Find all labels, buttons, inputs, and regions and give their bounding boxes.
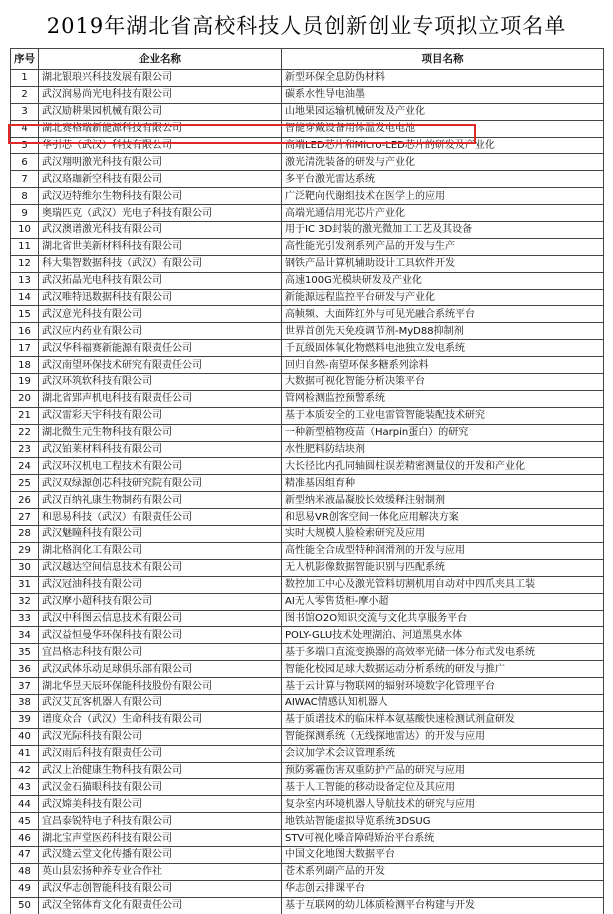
- table-row: [11, 120, 604, 137]
- table-row: [11, 374, 604, 391]
- row-number: 9: [11, 205, 39, 222]
- project-name: 激光清洗装备的研发与产业化: [282, 154, 604, 171]
- project-name: 管网检测监控预警系统: [282, 390, 604, 407]
- project-name: 高性能光引发剂系列产品的开发与生产: [282, 238, 604, 255]
- row-number: 12: [11, 255, 39, 272]
- header-no: 序号: [11, 49, 39, 70]
- company-name: 武汉摩小超科技有限公司: [39, 593, 282, 610]
- project-name: 新能源远程监控平台研发与产业化: [282, 289, 604, 306]
- table-row: [11, 188, 604, 205]
- project-name: 高帧频、大面阵红外与可见光融合系统平台: [282, 306, 604, 323]
- company-name: 湖北省郢声机电科技有限责任公司: [39, 390, 282, 407]
- row-number: 7: [11, 171, 39, 188]
- table-row: [11, 70, 604, 87]
- company-name: 武汉越达空间信息技术有限公司: [39, 559, 282, 576]
- company-name: 湖北赛格瑞新能源科技有限公司: [39, 120, 282, 137]
- project-name: 碳系水性导电油墨: [282, 86, 604, 103]
- project-name: 基于本质安全的工业电雷管智能装配技术研究: [282, 407, 604, 424]
- company-name: 武汉益恒曼华环保科技有限公司: [39, 627, 282, 644]
- project-name: 回归自然-南望环保多糖系列涂料: [282, 357, 604, 374]
- row-number: 31: [11, 576, 39, 593]
- company-name: 武汉缝云堂文化传播有限公司: [39, 846, 282, 863]
- row-number: 36: [11, 661, 39, 678]
- table-row: [11, 424, 604, 441]
- row-number: 8: [11, 188, 39, 205]
- company-name: 武汉冠油科技有限公司: [39, 576, 282, 593]
- company-name: 华引芯（武汉）科技有限公司: [39, 137, 282, 154]
- project-name: 高端光通信用光芯片产业化: [282, 205, 604, 222]
- table-row: [11, 306, 604, 323]
- table-row: [11, 441, 604, 458]
- company-name: 武汉迈特维尔生物科技有限公司: [39, 188, 282, 205]
- company-name: 武汉雷彩天宇科技有限公司: [39, 407, 282, 424]
- project-name: 钢铁产品计算机辅助设计工具软件开发: [282, 255, 604, 272]
- company-name: 武汉魅瞳科技有限公司: [39, 526, 282, 543]
- company-name: 宜昌泰锐特电子科技有限公司: [39, 813, 282, 830]
- company-name: 武汉应内药业有限公司: [39, 323, 282, 340]
- company-name: 武汉艾瓦客机器人有限公司: [39, 694, 282, 711]
- row-number: 50: [11, 897, 39, 914]
- company-name: 宜昌格志科技有限公司: [39, 644, 282, 661]
- company-name: 武汉润易尚光电科技有限公司: [39, 86, 282, 103]
- company-name: 谱度众合（武汉）生命科技有限公司: [39, 711, 282, 728]
- table-row: [11, 610, 604, 627]
- company-name: 武汉光际科技有限公司: [39, 728, 282, 745]
- project-name: 实时大规模人脸检索研究及应用: [282, 526, 604, 543]
- company-name: 湖北宝声堂医药科技有限公司: [39, 830, 282, 847]
- table-row: [11, 880, 604, 897]
- row-number: 27: [11, 509, 39, 526]
- company-name: 武汉澳谱激光科技有限公司: [39, 222, 282, 239]
- project-name: AIWAC情感认知机器人: [282, 694, 604, 711]
- table-row: [11, 137, 604, 154]
- company-name: 武汉华科福赛新能源有限责任公司: [39, 340, 282, 357]
- table-row: [11, 357, 604, 374]
- project-name: 基于人工智能的移动设备定位及其应用: [282, 779, 604, 796]
- table-row: [11, 576, 604, 593]
- project-name: 新型纳米液晶凝胶长效缓释注射制剂: [282, 492, 604, 509]
- table-row: [11, 222, 604, 239]
- row-number: 33: [11, 610, 39, 627]
- document-title: 2019年湖北省高校科技人员创新创业专项拟立项名单: [46, 14, 567, 38]
- row-number: 48: [11, 863, 39, 880]
- table-row: [11, 407, 604, 424]
- row-number: 40: [11, 728, 39, 745]
- company-name: 武汉上治健康生物科技有限公司: [39, 762, 282, 779]
- table-row: [11, 542, 604, 559]
- company-name: 武汉珞珈新空科技有限公司: [39, 171, 282, 188]
- row-number: 29: [11, 542, 39, 559]
- table-row: [11, 813, 604, 830]
- row-number: 24: [11, 458, 39, 475]
- project-name: 基于云计算与物联网的辐射环境数字化管理平台: [282, 678, 604, 695]
- project-name: STV可视化嗓音障碍矫治平台系统: [282, 830, 604, 847]
- company-name: 武汉中科图云信息技术有限公司: [39, 610, 282, 627]
- row-number: 18: [11, 357, 39, 374]
- project-name: 华志创云排课平台: [282, 880, 604, 897]
- project-name: 基于质谱技术的临床样本氨基酸快速检测试剂盒研发: [282, 711, 604, 728]
- company-name: 武汉全铭体育文化有限责任公司: [39, 897, 282, 914]
- project-name: 和思易VR创客空间一体化应用解决方案: [282, 509, 604, 526]
- table-row: [11, 796, 604, 813]
- project-name: 图书馆O2O知识交流与文化共享服务平台: [282, 610, 604, 627]
- project-name: 智能化校园足球大数据运动分析系统的研发与推广: [282, 661, 604, 678]
- table-row: [11, 559, 604, 576]
- company-name: 湖北格润化工有限公司: [39, 542, 282, 559]
- row-number: 3: [11, 103, 39, 120]
- project-name: 智能探测系统（无线探地雷达）的开发与应用: [282, 728, 604, 745]
- company-name: 英山县宏扬种养专业合作社: [39, 863, 282, 880]
- table-row: [11, 694, 604, 711]
- project-name: 高速100G光模块研发及产业化: [282, 272, 604, 289]
- row-number: 34: [11, 627, 39, 644]
- table-row: [11, 627, 604, 644]
- table-row: [11, 340, 604, 357]
- table-row: [11, 762, 604, 779]
- table-body: [11, 70, 604, 914]
- company-name: 武汉意光科技有限公司: [39, 306, 282, 323]
- project-name: 复杂室内环境机器人导航技术的研究与应用: [282, 796, 604, 813]
- project-name: 水性肥料防结块剂: [282, 441, 604, 458]
- table-row: [11, 103, 604, 120]
- row-number: 19: [11, 374, 39, 391]
- header-project: 项目名称: [282, 49, 604, 70]
- row-number: 21: [11, 407, 39, 424]
- table-row: [11, 509, 604, 526]
- company-name: 武汉嫦美科技有限公司: [39, 796, 282, 813]
- company-name: 奥瑞匹克（武汉）光电子科技有限公司: [39, 205, 282, 222]
- table-row: [11, 171, 604, 188]
- row-number: 10: [11, 222, 39, 239]
- project-name: 大长径比内孔同轴圆柱误差精密测量仪的开发和产业化: [282, 458, 604, 475]
- row-number: 6: [11, 154, 39, 171]
- project-name: 一种新型植物疫苗（Harpin蛋白）的研究: [282, 424, 604, 441]
- row-number: 22: [11, 424, 39, 441]
- row-number: 39: [11, 711, 39, 728]
- company-name: 武汉环筑软科技有限公司: [39, 374, 282, 391]
- row-number: 38: [11, 694, 39, 711]
- project-name: POLY-GLU技术处理湖泊、河道黑臭水体: [282, 627, 604, 644]
- table-row: [11, 86, 604, 103]
- company-name: 武汉唯特迅数据科技有限公司: [39, 289, 282, 306]
- table-row: [11, 238, 604, 255]
- row-number: 41: [11, 745, 39, 762]
- table-row: [11, 661, 604, 678]
- project-name: 大数据可视化智能分析决策平台: [282, 374, 604, 391]
- row-number: 30: [11, 559, 39, 576]
- row-number: 1: [11, 70, 39, 87]
- row-number: 5: [11, 137, 39, 154]
- project-name: 基于多端口直流变换器的高效率光储一体分布式发电系统: [282, 644, 604, 661]
- row-number: 15: [11, 306, 39, 323]
- row-number: 44: [11, 796, 39, 813]
- table-row: [11, 779, 604, 796]
- project-name: 山地果园运输机械研发及产业化: [282, 103, 604, 120]
- row-number: 14: [11, 289, 39, 306]
- project-name: AI无人零售货柜-摩小超: [282, 593, 604, 610]
- row-number: 16: [11, 323, 39, 340]
- row-number: 11: [11, 238, 39, 255]
- table-row: [11, 745, 604, 762]
- company-name: 武汉金石猫眼科技有限公司: [39, 779, 282, 796]
- row-number: 25: [11, 475, 39, 492]
- project-name: 中国文化地图大数据平台: [282, 846, 604, 863]
- project-name: 多平台激光雷达系统: [282, 171, 604, 188]
- company-name: 武汉雨后科技有限责任公司: [39, 745, 282, 762]
- row-number: 42: [11, 762, 39, 779]
- row-number: 35: [11, 644, 39, 661]
- table-row: [11, 644, 604, 661]
- company-name: 武汉励耕果园机械有限公司: [39, 103, 282, 120]
- company-name: 武汉百纳礼康生物制药有限公司: [39, 492, 282, 509]
- table-row: [11, 526, 604, 543]
- company-name: 武汉铂莱材料科技有限公司: [39, 441, 282, 458]
- table-row: [11, 390, 604, 407]
- table-row: [11, 593, 604, 610]
- project-name: 精准基因组育种: [282, 475, 604, 492]
- project-name: 智能穿戴设备用体温发电电池: [282, 120, 604, 137]
- company-name: 湖北银琅兴科技发展有限公司: [39, 70, 282, 87]
- table-row: [11, 289, 604, 306]
- company-name: 武汉双绿源创芯科技研究院有限公司: [39, 475, 282, 492]
- row-number: 26: [11, 492, 39, 509]
- project-name: 广泛靶向代谢组技术在医学上的应用: [282, 188, 604, 205]
- table-row: [11, 154, 604, 171]
- row-number: 32: [11, 593, 39, 610]
- table-row: [11, 863, 604, 880]
- table-row: [11, 846, 604, 863]
- project-list-table: [10, 48, 604, 914]
- row-number: 45: [11, 813, 39, 830]
- project-name: 千瓦级固体氧化物燃料电池独立发电系统: [282, 340, 604, 357]
- table-row: [11, 255, 604, 272]
- project-name: 地铁站智能虚拟导览系统3DSUG: [282, 813, 604, 830]
- table-header-row: [11, 49, 604, 70]
- row-number: 13: [11, 272, 39, 289]
- table-row: [11, 475, 604, 492]
- project-name: 新型环保全息防伪材料: [282, 70, 604, 87]
- project-name: 高端LED芯片和Micro-LED芯片的研发及产业化: [282, 137, 604, 154]
- company-name: 和思易科技（武汉）有限责任公司: [39, 509, 282, 526]
- row-number: 28: [11, 526, 39, 543]
- company-name: 湖北省世美新材料科技有限公司: [39, 238, 282, 255]
- company-name: 湖北微生元生物科技有限公司: [39, 424, 282, 441]
- company-name: 武汉翔明激光科技有限公司: [39, 154, 282, 171]
- row-number: 47: [11, 846, 39, 863]
- row-number: 4: [11, 120, 39, 137]
- row-number: 23: [11, 441, 39, 458]
- table-row: [11, 323, 604, 340]
- table-row: [11, 830, 604, 847]
- table-row: [11, 205, 604, 222]
- company-name: 武汉环汉机电工程技术有限公司: [39, 458, 282, 475]
- project-name: 会议加学术会议管理系统: [282, 745, 604, 762]
- project-name: 高性能全合成型特种润滑剂的开发与应用: [282, 542, 604, 559]
- row-number: 43: [11, 779, 39, 796]
- row-number: 37: [11, 678, 39, 695]
- table-row: [11, 728, 604, 745]
- company-name: 科大集智数据科技（武汉）有限公司: [39, 255, 282, 272]
- row-number: 2: [11, 86, 39, 103]
- table-row: [11, 678, 604, 695]
- company-name: 武汉华志创智能科技有限公司: [39, 880, 282, 897]
- project-name: 世界首创先天免疫调节剂-MyD88抑制剂: [282, 323, 604, 340]
- table-row: [11, 272, 604, 289]
- project-name: 数控加工中心及激光管料切割机用自动对中四爪夹具工装: [282, 576, 604, 593]
- row-number: 20: [11, 390, 39, 407]
- row-number: 49: [11, 880, 39, 897]
- table-row: [11, 458, 604, 475]
- project-name: 用于IC 3D封装的激光微加工工艺及其设备: [282, 222, 604, 239]
- project-name: 预防雾霾伤害双重防护产品的研究与应用: [282, 762, 604, 779]
- row-number: 46: [11, 830, 39, 847]
- project-name: 无人机影像数据智能识别与匹配系统: [282, 559, 604, 576]
- header-company: 企业名称: [39, 49, 282, 70]
- project-name: 基于互联网的幼儿体质检测平台构建与开发: [282, 897, 604, 914]
- company-name: 武汉拓晶光电科技有限公司: [39, 272, 282, 289]
- table-row: [11, 711, 604, 728]
- row-number: 17: [11, 340, 39, 357]
- project-name: 苍术系列副产品的开发: [282, 863, 604, 880]
- table-row: [11, 897, 604, 914]
- company-name: 武汉南望环保技术研究有限责任公司: [39, 357, 282, 374]
- company-name: 武汉武体乐动足球俱乐部有限公司: [39, 661, 282, 678]
- company-name: 湖北华昱天辰环保能科技股份有限公司: [39, 678, 282, 695]
- table-row: [11, 492, 604, 509]
